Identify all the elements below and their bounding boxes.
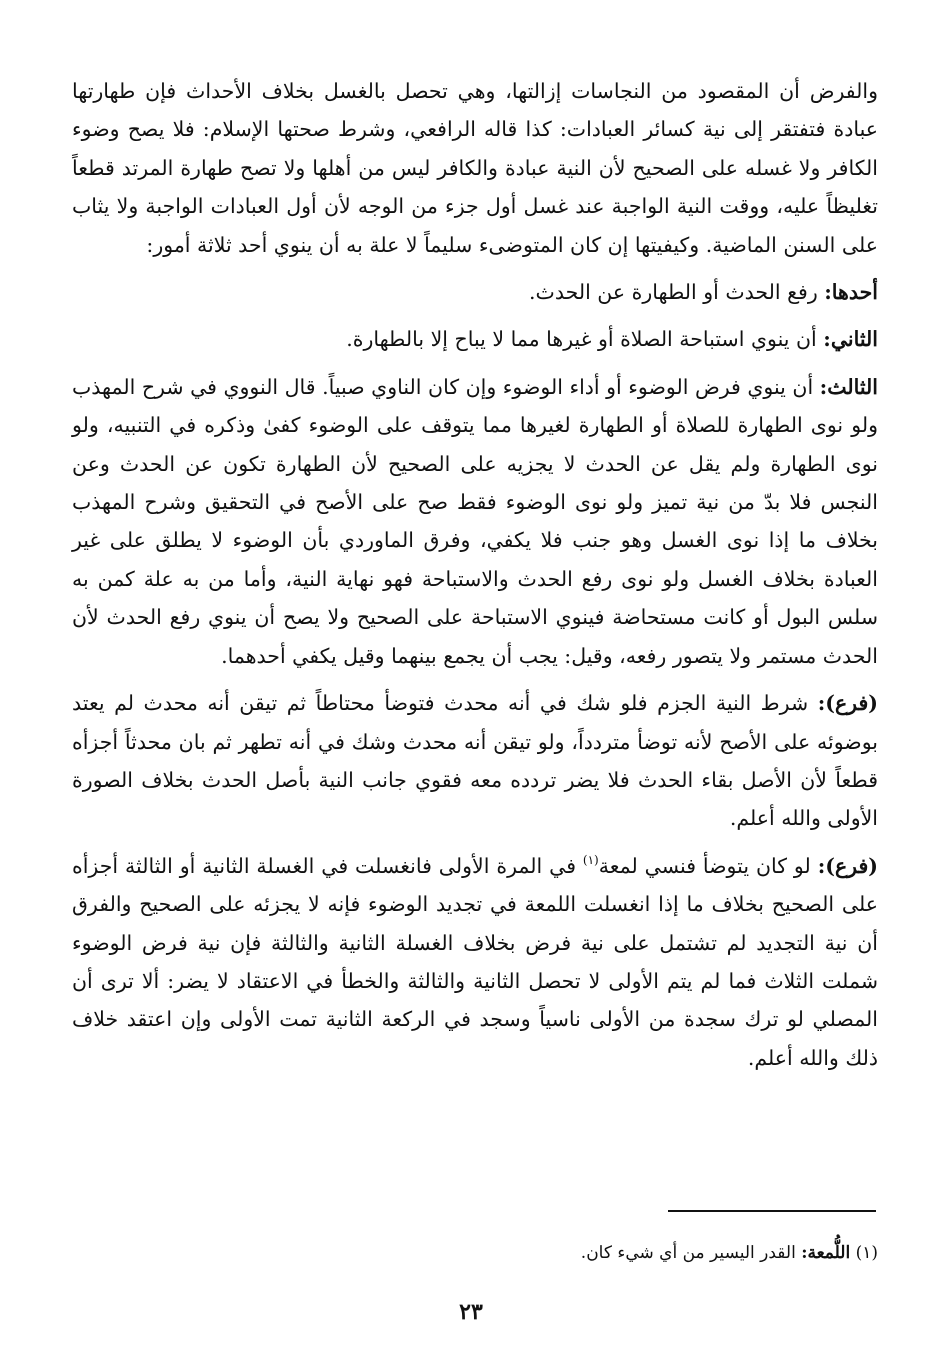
intro-paragraph: والفرض أن المقصود من النجاسات إزالتها، وهي تحصل بالغسل بخلاف الأحداث فإن طهارتها عبادة فتفتقر إلى نية كسائر العبادات: كذا قاله الرافعي، وشرط صحتها الإسلام: فلا يصح وضوء الكافر ولا غسله على الصحيح لأن النية عبادة والكافر ليس من أهلها ولا تصح طهارة المرتد قطعاً تغليظاً عليه، ووقت النية الواجبة عند غسل أول جزء من الوجه لأن أول العبادات الواجبة ولا يثاب على السنن الماضية. وكيفيتها إن كان المتوضىء سليماً لا علة به أن ينوي أحد ثلاثة أمور: [72,79,878,257]
branch-text-1: شرط النية الجزم فلو شك في أنه محدث فتوضأ محتاطاً ثم تيقن أنه محدث لم يعتد بوضوئه على الأصح لأنه توضأ متردداً، ولو تيقن أنه محدث وشك في أنه تطهر ثم بان محدثاً أجزأه قطعاً لأن الأصل بقاء الحدث فلا يضر تردده معه فقوي جانب النية بأصل الحدث بخلاف الصورة الأولى والله أعلم. [72,691,878,831]
branch-paragraph-2 [72,847,878,1077]
page-number: ٢٣ [459,1299,483,1325]
second-item-label: الثاني: [823,327,878,352]
third-item-label: الثالث: [819,374,878,399]
branch-text-2a: لو كان يتوضأ فنسي لمعة [598,853,818,878]
footnote-marker: (١) [855,1243,878,1263]
first-item-label: أحدها: [824,280,878,305]
main-text [72,72,878,1077]
footnote [72,1240,878,1266]
first-item-paragraph [72,273,878,311]
footnote-reference: (١) [582,852,599,867]
branch-label-1: (فرع): [817,691,878,716]
footnote-definition: القدر اليسير من أي شيء كان. [580,1243,802,1263]
third-item-paragraph [72,368,878,675]
branch-label-2: (فرع): [817,853,878,878]
footnote-term: اللُّمعة: [801,1243,851,1263]
second-item-text: أن ينوي استباحة الصلاة أو غيرها مما لا يباح إلا بالطهارة. [346,327,824,352]
branch-paragraph-1 [72,684,878,838]
second-item-paragraph [72,320,878,358]
first-item-text: رفع الحدث أو الطهارة عن الحدث. [529,280,825,305]
branch-text-2b: في المرة الأولى فانغسلت في الغسلة الثانية أو الثالثة أجزأه على الصحيح بخلاف ما إذا انغسلت اللمعة في تجديد الوضوء فإنه لا يجزئه على الصحيح والفرق أن نية التجديد لم تشتمل على نية فرض بخلاف الغسلة الثانية والثالثة فإن نية فرض الوضوء شملت الثلاث فما لم يتم الأولى لا تحصل الثانية والثالثة والخطأ في الاعتقاد لا يضر: ألا ترى أن المصلي لو ترك سجدة من الأولى ناسياً وسجد في الركعة الثانية تمت الأولى وإن اعتقد خلاف ذلك والله أعلم. [72,853,878,1070]
footnote-divider [668,1210,876,1212]
third-item-text: أن ينوي فرض الوضوء أو أداء الوضوء وإن كان الناوي صبياً. قال النووي في شرح المهذب ولو نوى الطهارة للصلاة أو الطهارة لغيرها مما يتوقف على الوضوء كفىٰ وذكره في التنبيه، ولو نوى الطهارة ولم يقل عن الحدث لا يجزيه على الصحيح لأن الطهارة تكون عن الحدث وعن النجس فلا بدّ من نية تميز ولو نوى الوضوء فقط صح على الأصح في التحقيق وشرح المهذب بخلاف ما إذا نوى الغسل وهو جنب فلا يكفي، وفرق الماوردي بأن الوضوء لا يطلق على غير العبادة بخلاف الغسل ولو نوى رفع الحدث والاستباحة فهو نهاية النية، وأما من به علة كمن به سلس البول أو كانت مستحاضة فينوي الاستباحة على الصحيح ولا يصح أن ينوي رفع الحدث لأن الحدث مستمر ولا يتصور رفعه، وقيل: يجب أن يجمع بينهما وقيل يكفي أحدهما. [72,374,878,668]
